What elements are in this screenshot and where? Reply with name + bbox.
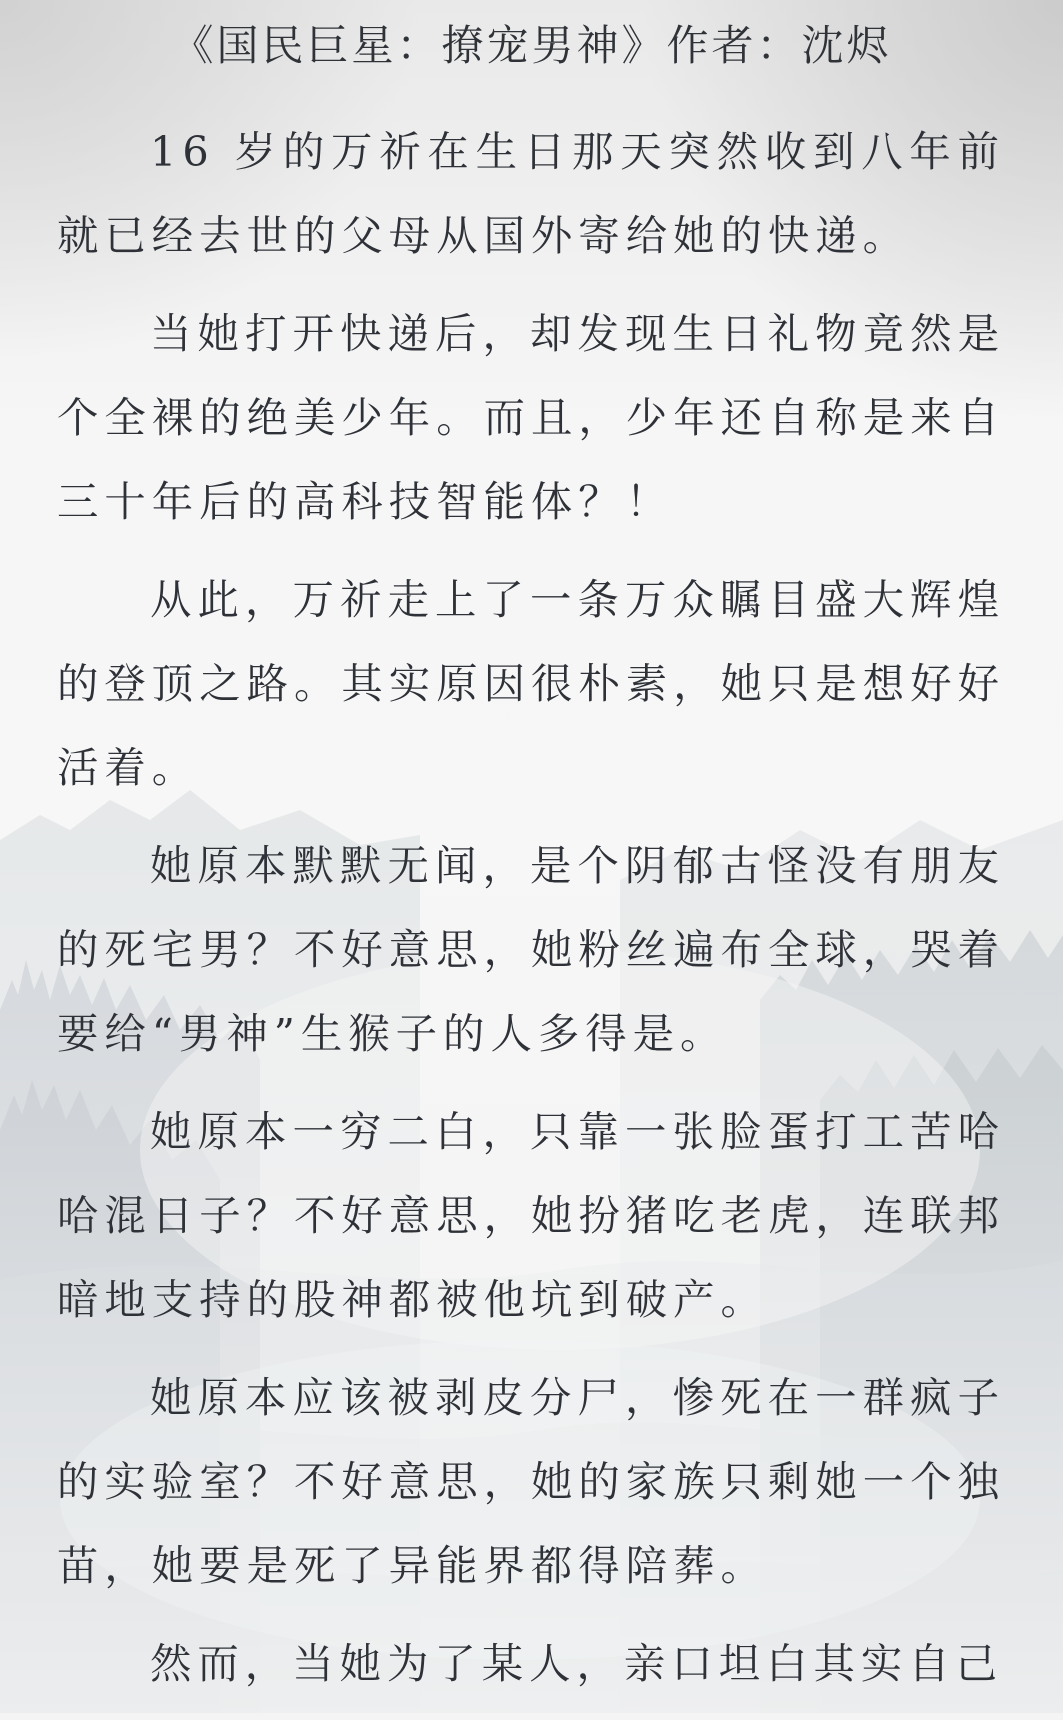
paragraph-7: 然而，当她为了某人，亲口坦白其实自己 (150, 1640, 1004, 1688)
synopsis-body (57, 110, 1005, 1720)
paragraph-2: 当她打开快递后，却发现生日礼物竟然是个全裸的绝美少年。而且，少年还自称是来自三十年后的高科技智能体？！ (57, 310, 1005, 526)
paragraph-1: 16 岁的万祈在生日那天突然收到八年前就已经去世的父母从国外寄给她的快递。 (57, 128, 1005, 260)
paragraph-6: 她原本应该被剥皮分尸，惨死在一群疯子的实验室？不好意思，她的家族只剩她一个独苗，她要是死了异能界都得陪葬。 (57, 1374, 1005, 1590)
paragraph-5: 她原本一穷二白，只靠一张脸蛋打工苦哈哈混日子？不好意思，她扮猪吃老虎，连联邦暗地支持的股神都被他坑到破产。 (57, 1108, 1005, 1324)
paragraph-4: 她原本默默无闻，是个阴郁古怪没有朋友的死宅男？不好意思，她粉丝遍布全球，哭着要给“男神”生猴子的人多得是。 (57, 842, 1005, 1058)
page-title: 《国民巨星：撩宠男神》作者：沈烬 (171, 21, 892, 70)
paragraph-3: 从此，万祈走上了一条万众瞩目盛大辉煌的登顶之路。其实原因很朴素，她只是想好好活着。 (57, 576, 1005, 792)
